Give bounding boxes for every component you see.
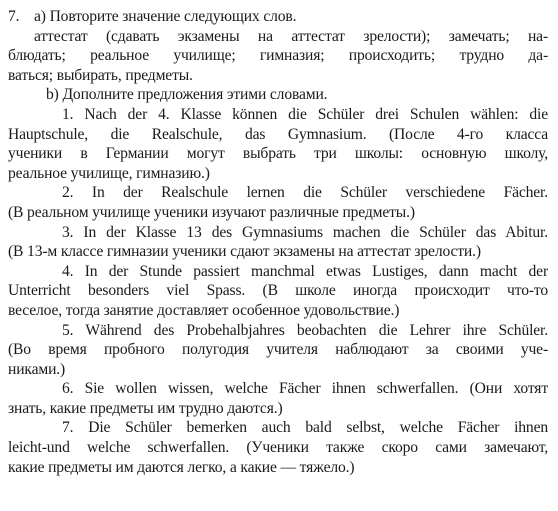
item-line: (В реальном училище ученики изучают различные предметы.) <box>8 203 415 221</box>
vocab-line: аттестат (сдавать экзамены на аттестат зрелости); замечать; на- <box>34 27 548 45</box>
item-line: 5. Während des Probehalbjahres beobachten die Lehrer ihre Schüler. <box>62 321 548 339</box>
textbook-page <box>8 7 548 477</box>
item-line: leicht-und welche schwerfallen. (Ученики также скоро сами замечают, <box>8 439 548 457</box>
item-line: веселое, тогда занятие доставляет особенное удовольствие.) <box>8 301 400 319</box>
item-line: какие предметы им даются легко, а какие — тяжело.) <box>8 458 355 476</box>
part-a-heading <box>8 7 548 27</box>
item-line: 6. Sie wollen wissen, welche Fächer ihnen schwerfallen. (Они хотят <box>62 380 548 398</box>
item-line: 1. Nach der 4. Klasse können die Schüler drei Schulen wählen: die <box>62 105 548 123</box>
part-a-heading-text: а) Повторите значение следующих слов. <box>34 8 297 25</box>
item-line: 7. Die Schüler bemerken auch bald selbst, welche Fächer ihnen <box>62 419 548 437</box>
item-line: Hauptschule, die Realschule, das Gymnasium. (После 4-го класса <box>8 125 548 143</box>
item-line: 4. In der Stunde passiert manchmal etwas Lustiges, dann macht der <box>62 262 548 280</box>
item-line: реальное училище, гимназию.) <box>8 164 210 182</box>
item-line: 2. In der Realschule lernen die Schüler verschiedene Fächer. <box>62 184 548 202</box>
item-line: 3. In der Klasse 13 des Gymnasiums machen die Schüler das Abitur. <box>62 223 548 241</box>
vocab-line: ваться; выбирать, предметы. <box>8 66 193 84</box>
item-line: Unterricht besonders viel Spass. (В школе иногда происходит что-то <box>8 282 548 300</box>
item-line: ученики в Германии могут выбрать три школы: основную школу, <box>8 145 548 163</box>
part-b-heading: b) Дополните предложения этими словами. <box>46 86 328 104</box>
item-line: никами.) <box>8 360 66 378</box>
exercise-number: 7. <box>8 8 20 25</box>
vocab-line: блюдать; реальное училище; гимназия; происходить; трудно да- <box>8 47 548 65</box>
item-line: (Во время пробного полугодия учителя наблюдают за своими уче- <box>8 341 548 359</box>
item-line: знать, какие предметы им трудно даются.) <box>8 399 283 417</box>
item-line: (В 13-м классе гимназии ученики сдают экзамены на аттестат зрелости.) <box>8 243 481 261</box>
